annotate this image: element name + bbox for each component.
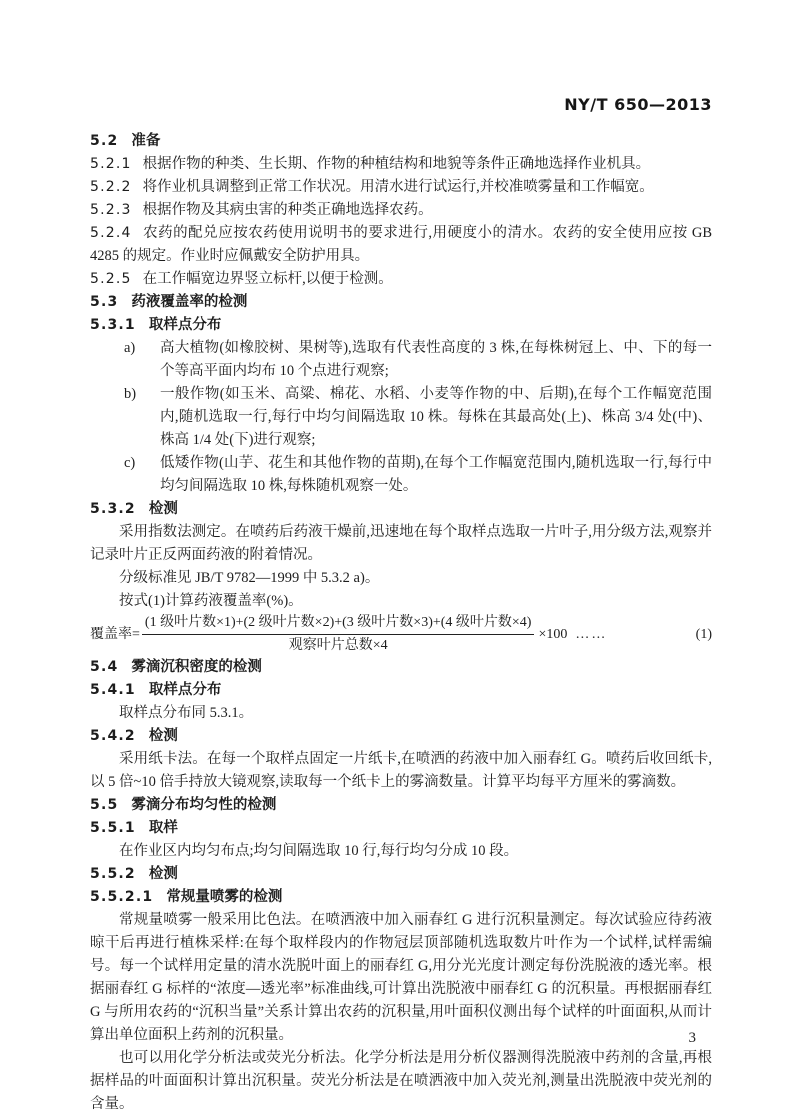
clause-heading-5-5 bbox=[90, 794, 712, 817]
clause-number: 5.5.2 bbox=[90, 866, 136, 882]
clause-number: 5.2 bbox=[90, 133, 119, 149]
clause-heading-5-3-1 bbox=[90, 314, 712, 337]
clause-number: 5.5 bbox=[90, 797, 119, 813]
list-item-c bbox=[90, 452, 712, 498]
clause-number: 5.2.3 bbox=[90, 202, 132, 218]
clause-title: 常规量喷雾的检测 bbox=[166, 889, 283, 905]
list-item-text: 一般作物(如玉米、高粱、棉花、水稻、小麦等作物的中、后期),在每个工作幅宽范围内,随机选取一行,每行中均匀间隔选取 10 株。每株在其最高处(上)、株高 3/4 处(中)、株高 1/4 处(下)进行观察; bbox=[160, 386, 712, 448]
clause-heading-5-5-2-1 bbox=[90, 886, 712, 909]
document-body bbox=[90, 130, 712, 1115]
clause-number: 5.5.1 bbox=[90, 820, 136, 836]
clause-text: 将作业机具调整到正常工作状况。用清水进行试运行,并校准喷雾量和工作幅宽。 bbox=[142, 179, 654, 195]
clause-heading-5-4-2 bbox=[90, 725, 712, 748]
formula-dots: …… bbox=[575, 626, 608, 642]
paragraph: 在作业区内均匀布点;均匀间隔选取 10 行,每行均匀分成 10 段。 bbox=[119, 843, 519, 859]
list-item-b bbox=[90, 383, 712, 452]
clause-title: 雾滴沉积密度的检测 bbox=[131, 659, 262, 675]
clause-heading-5-3-2 bbox=[90, 498, 712, 521]
page-number: 3 bbox=[688, 1030, 696, 1046]
paragraph: 按式(1)计算药液覆盖率(%)。 bbox=[119, 593, 303, 609]
clause-title: 检测 bbox=[148, 866, 178, 882]
list-item-label: b) bbox=[124, 386, 137, 402]
formula-equation-number: (1) bbox=[695, 626, 712, 642]
list-item-label: a) bbox=[124, 340, 136, 356]
formula-multiplier: ×100 bbox=[538, 626, 568, 642]
fraction-numerator: (1 级叶片数×1)+(2 级叶片数×2)+(3 级叶片数×3)+(4 级叶片数×4) bbox=[142, 613, 535, 635]
list-item-text: 低矮作物(山芋、花生和其他作物的苗期),在每个工作幅宽范围内,随机选取一行,每行中均匀间隔选取 10 株,每株随机观察一处。 bbox=[160, 455, 712, 494]
clause-number: 5.2.1 bbox=[90, 156, 132, 172]
clause-text: 根据作物及其病虫害的种类正确地选择农药。 bbox=[142, 202, 433, 218]
paragraph: 取样点分布同 5.3.1。 bbox=[119, 705, 254, 721]
clause-number: 5.3 bbox=[90, 294, 119, 310]
clause-number: 5.2.5 bbox=[90, 271, 132, 287]
clause-heading-5-3 bbox=[90, 291, 712, 314]
clause-number: 5.4.1 bbox=[90, 682, 136, 698]
clause-title: 取样点分布 bbox=[148, 317, 222, 333]
clause-title: 检测 bbox=[148, 728, 178, 744]
clause-number: 5.3.2 bbox=[90, 501, 136, 517]
paragraph: 采用指数法测定。在喷药后药液干燥前,迅速地在每个取样点选取一片叶子,用分级方法,观察并记录叶片正反两面药液的附着情况。 bbox=[90, 524, 712, 563]
fraction-denominator: 观察叶片总数×4 bbox=[288, 638, 388, 653]
clause-number: 5.4.2 bbox=[90, 728, 136, 744]
clause-text: 农药的配兑应按农药使用说明书的要求进行,用硬度小的清水。农药的安全使用应按 GB 4285 的规定。作业时应佩戴安全防护用具。 bbox=[90, 225, 712, 264]
standard-code-header: NY/T 650—2013 bbox=[564, 95, 712, 114]
clause-heading-5-4-1 bbox=[90, 679, 712, 702]
clause-title: 雾滴分布均匀性的检测 bbox=[131, 797, 277, 813]
clause-heading-5-4 bbox=[90, 656, 712, 679]
clause-heading-5-5-2 bbox=[90, 863, 712, 886]
clause-number: 5.2.4 bbox=[90, 225, 132, 241]
clause-title: 检测 bbox=[148, 501, 178, 517]
clause-title: 药液覆盖率的检测 bbox=[131, 294, 248, 310]
formula-fraction bbox=[142, 613, 535, 656]
clause-title: 取样点分布 bbox=[148, 682, 222, 698]
formula-label: 覆盖率= bbox=[90, 626, 140, 642]
clause-5-2-1 bbox=[90, 153, 712, 176]
clause-title: 取样 bbox=[148, 820, 178, 836]
clause-text: 根据作物的种类、生长期、作物的种植结构和地貌等条件正确地选择作业机具。 bbox=[142, 156, 651, 172]
list-item-text: 高大植物(如橡胶树、果树等),选取有代表性高度的 3 株,在每株树冠上、中、下的每一个等高平面内均布 10 个点进行观察; bbox=[160, 340, 712, 379]
clause-5-2-5 bbox=[90, 268, 712, 291]
clause-title: 准备 bbox=[131, 133, 161, 149]
clause-5-2-2 bbox=[90, 176, 712, 199]
paragraph: 也可以用化学分析法或荧光分析法。化学分析法是用分析仪器测得洗脱液中药剂的含量,再根据样品的叶面面积计算出沉积量。荧光分析法是在喷洒液中加入荧光剂,测量出洗脱液中荧光剂的含量。 bbox=[90, 1050, 712, 1112]
clause-5-2-4 bbox=[90, 222, 712, 268]
clause-text: 在工作幅宽边界竖立标杆,以便于检测。 bbox=[142, 271, 393, 287]
clause-heading-5-5-1 bbox=[90, 817, 712, 840]
clause-heading-5-2 bbox=[90, 130, 712, 153]
list-item-label: c) bbox=[124, 455, 136, 471]
clause-number: 5.4 bbox=[90, 659, 119, 675]
list-item-a bbox=[90, 337, 712, 383]
paragraph: 分级标准见 JB/T 9782—1999 中 5.3.2 a)。 bbox=[119, 570, 380, 586]
paragraph: 常规量喷雾一般采用比色法。在喷洒液中加入丽春红 G 进行沉积量测定。每次试验应待药液晾干后再进行植株采样:在每个取样段内的作物冠层顶部随机选取数片叶作为一个试样,试样需编号。每一个试样用定量的清水洗脱叶面上的丽春红 G,用分光光度计测定每份洗脱液的透光率。根据丽春红 G 标样的“浓度—透光率”标准曲线,可计算出洗脱液中丽春红 G 的沉积量。再根据丽春红 G 与所用农药的“沉积当量”关系计算出农药的沉积量,用叶面积仪测出每个试样的叶面面积,从而计算出单位面积上药剂的沉积量。 bbox=[90, 912, 712, 1043]
paragraph: 采用纸卡法。在每一个取样点固定一片纸卡,在喷洒的药液中加入丽春红 G。喷药后收回纸卡,以 5 倍~10 倍手持放大镜观察,读取每一个纸卡上的雾滴数量。计算平均每平方厘米的雾滴数。 bbox=[90, 751, 712, 790]
clause-5-2-3 bbox=[90, 199, 712, 222]
clause-number: 5.5.2.1 bbox=[90, 889, 154, 905]
clause-number: 5.2.2 bbox=[90, 179, 132, 195]
coverage-rate-formula bbox=[90, 613, 712, 656]
clause-number: 5.3.1 bbox=[90, 317, 136, 333]
